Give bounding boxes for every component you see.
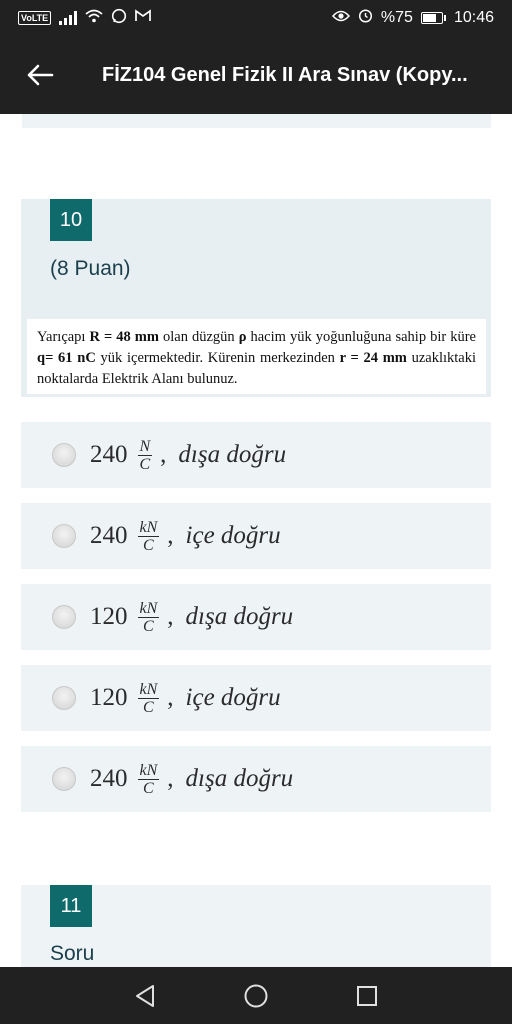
nav-home-button[interactable] (236, 976, 276, 1016)
nav-back-button[interactable] (125, 976, 165, 1016)
unit-denominator: C (143, 617, 154, 635)
unit-numerator: kN (139, 761, 158, 779)
nav-recents-button[interactable] (347, 976, 387, 1016)
volte-badge: VoLTE (18, 11, 51, 25)
next-question-number: 11 (50, 885, 92, 927)
page-title: FİZ104 Genel Fizik II Ara Sınav (Kopy... (102, 63, 468, 86)
option-direction: dışa doğru (185, 603, 294, 630)
option-value: 240 (90, 765, 128, 792)
option-value: 120 (90, 684, 128, 711)
option-label (90, 681, 281, 716)
unit-denominator: C (143, 779, 154, 797)
radio-button[interactable] (52, 605, 76, 629)
status-right (332, 8, 494, 28)
wifi-icon (85, 9, 103, 28)
option-value: 120 (90, 603, 128, 630)
status-left (18, 8, 151, 29)
answer-option-1[interactable] (21, 422, 491, 488)
clock-time: 10:46 (453, 9, 494, 26)
option-value: 240 (90, 522, 128, 549)
question-number: 10 (50, 199, 92, 241)
arrow-left-icon (26, 63, 54, 87)
unit-numerator: N (139, 437, 151, 455)
square-recents-icon (356, 985, 378, 1007)
unit-fraction (138, 438, 153, 473)
radio-button[interactable] (52, 524, 76, 548)
question-text-part: hacim yük yoğunluğuna sahip bir küre (246, 329, 476, 345)
unit-numerator: kN (139, 680, 158, 698)
unit-denominator: C (139, 455, 151, 473)
answer-option-3[interactable] (21, 584, 491, 650)
question-points: (8 Puan) (50, 257, 131, 280)
question-card (21, 199, 491, 397)
option-comma: , (167, 522, 174, 549)
question-text-part: uzaklıktaki noktalarda Elektrik Alanı bulunuz. (37, 350, 476, 387)
status-bar (0, 0, 512, 36)
option-value: 240 (90, 441, 128, 468)
circle-home-icon (243, 983, 269, 1009)
option-label (90, 600, 293, 635)
question-text-bold: r = 24 mm (339, 350, 407, 366)
question-text-bold: R = 48 mm (89, 329, 159, 345)
option-comma: , (167, 684, 174, 711)
option-label (90, 519, 281, 554)
back-button[interactable] (0, 36, 80, 114)
option-comma: , (160, 441, 167, 468)
system-nav-bar (0, 967, 512, 1024)
question-text-bold: q= 61 nC (37, 350, 96, 366)
unit-fraction (138, 681, 160, 716)
whatsapp-icon (111, 8, 127, 29)
question-text-part: Yarıçapı (37, 329, 90, 345)
unit-fraction (138, 519, 160, 554)
answer-option-5[interactable] (21, 746, 491, 812)
answer-option-2[interactable] (21, 503, 491, 569)
app-bar (0, 36, 512, 114)
next-question-card (21, 885, 491, 967)
gmail-icon (135, 9, 151, 27)
option-direction: dışa doğru (178, 441, 287, 468)
alarm-icon (358, 8, 373, 28)
option-direction: dışa doğru (185, 765, 294, 792)
radio-button[interactable] (52, 443, 76, 467)
form-content[interactable] (0, 114, 512, 967)
unit-numerator: kN (139, 518, 158, 536)
battery-icon (421, 12, 446, 24)
question-text (27, 319, 486, 394)
unit-denominator: C (143, 536, 154, 554)
option-label (90, 762, 293, 797)
previous-question-card (22, 114, 491, 128)
unit-fraction (138, 600, 160, 635)
option-comma: , (167, 765, 174, 792)
unit-denominator: C (143, 698, 154, 716)
signal-icon (59, 11, 77, 25)
eye-icon (332, 9, 350, 27)
radio-button[interactable] (52, 767, 76, 791)
answer-option-4[interactable] (21, 665, 491, 731)
option-direction: içe doğru (185, 522, 281, 549)
unit-fraction (138, 762, 160, 797)
next-question-label: Soru (50, 942, 95, 965)
question-text-bold: ρ (238, 329, 247, 345)
radio-button[interactable] (52, 686, 76, 710)
question-text-part: yük içermektedir. Kürenin merkezinden (95, 350, 340, 366)
option-label (90, 438, 286, 473)
option-comma: , (167, 603, 174, 630)
battery-percent: %75 (380, 9, 413, 26)
question-text-part: olan düzgün (158, 329, 239, 345)
unit-numerator: kN (139, 599, 158, 617)
option-direction: içe doğru (185, 684, 281, 711)
triangle-back-icon (134, 984, 156, 1008)
